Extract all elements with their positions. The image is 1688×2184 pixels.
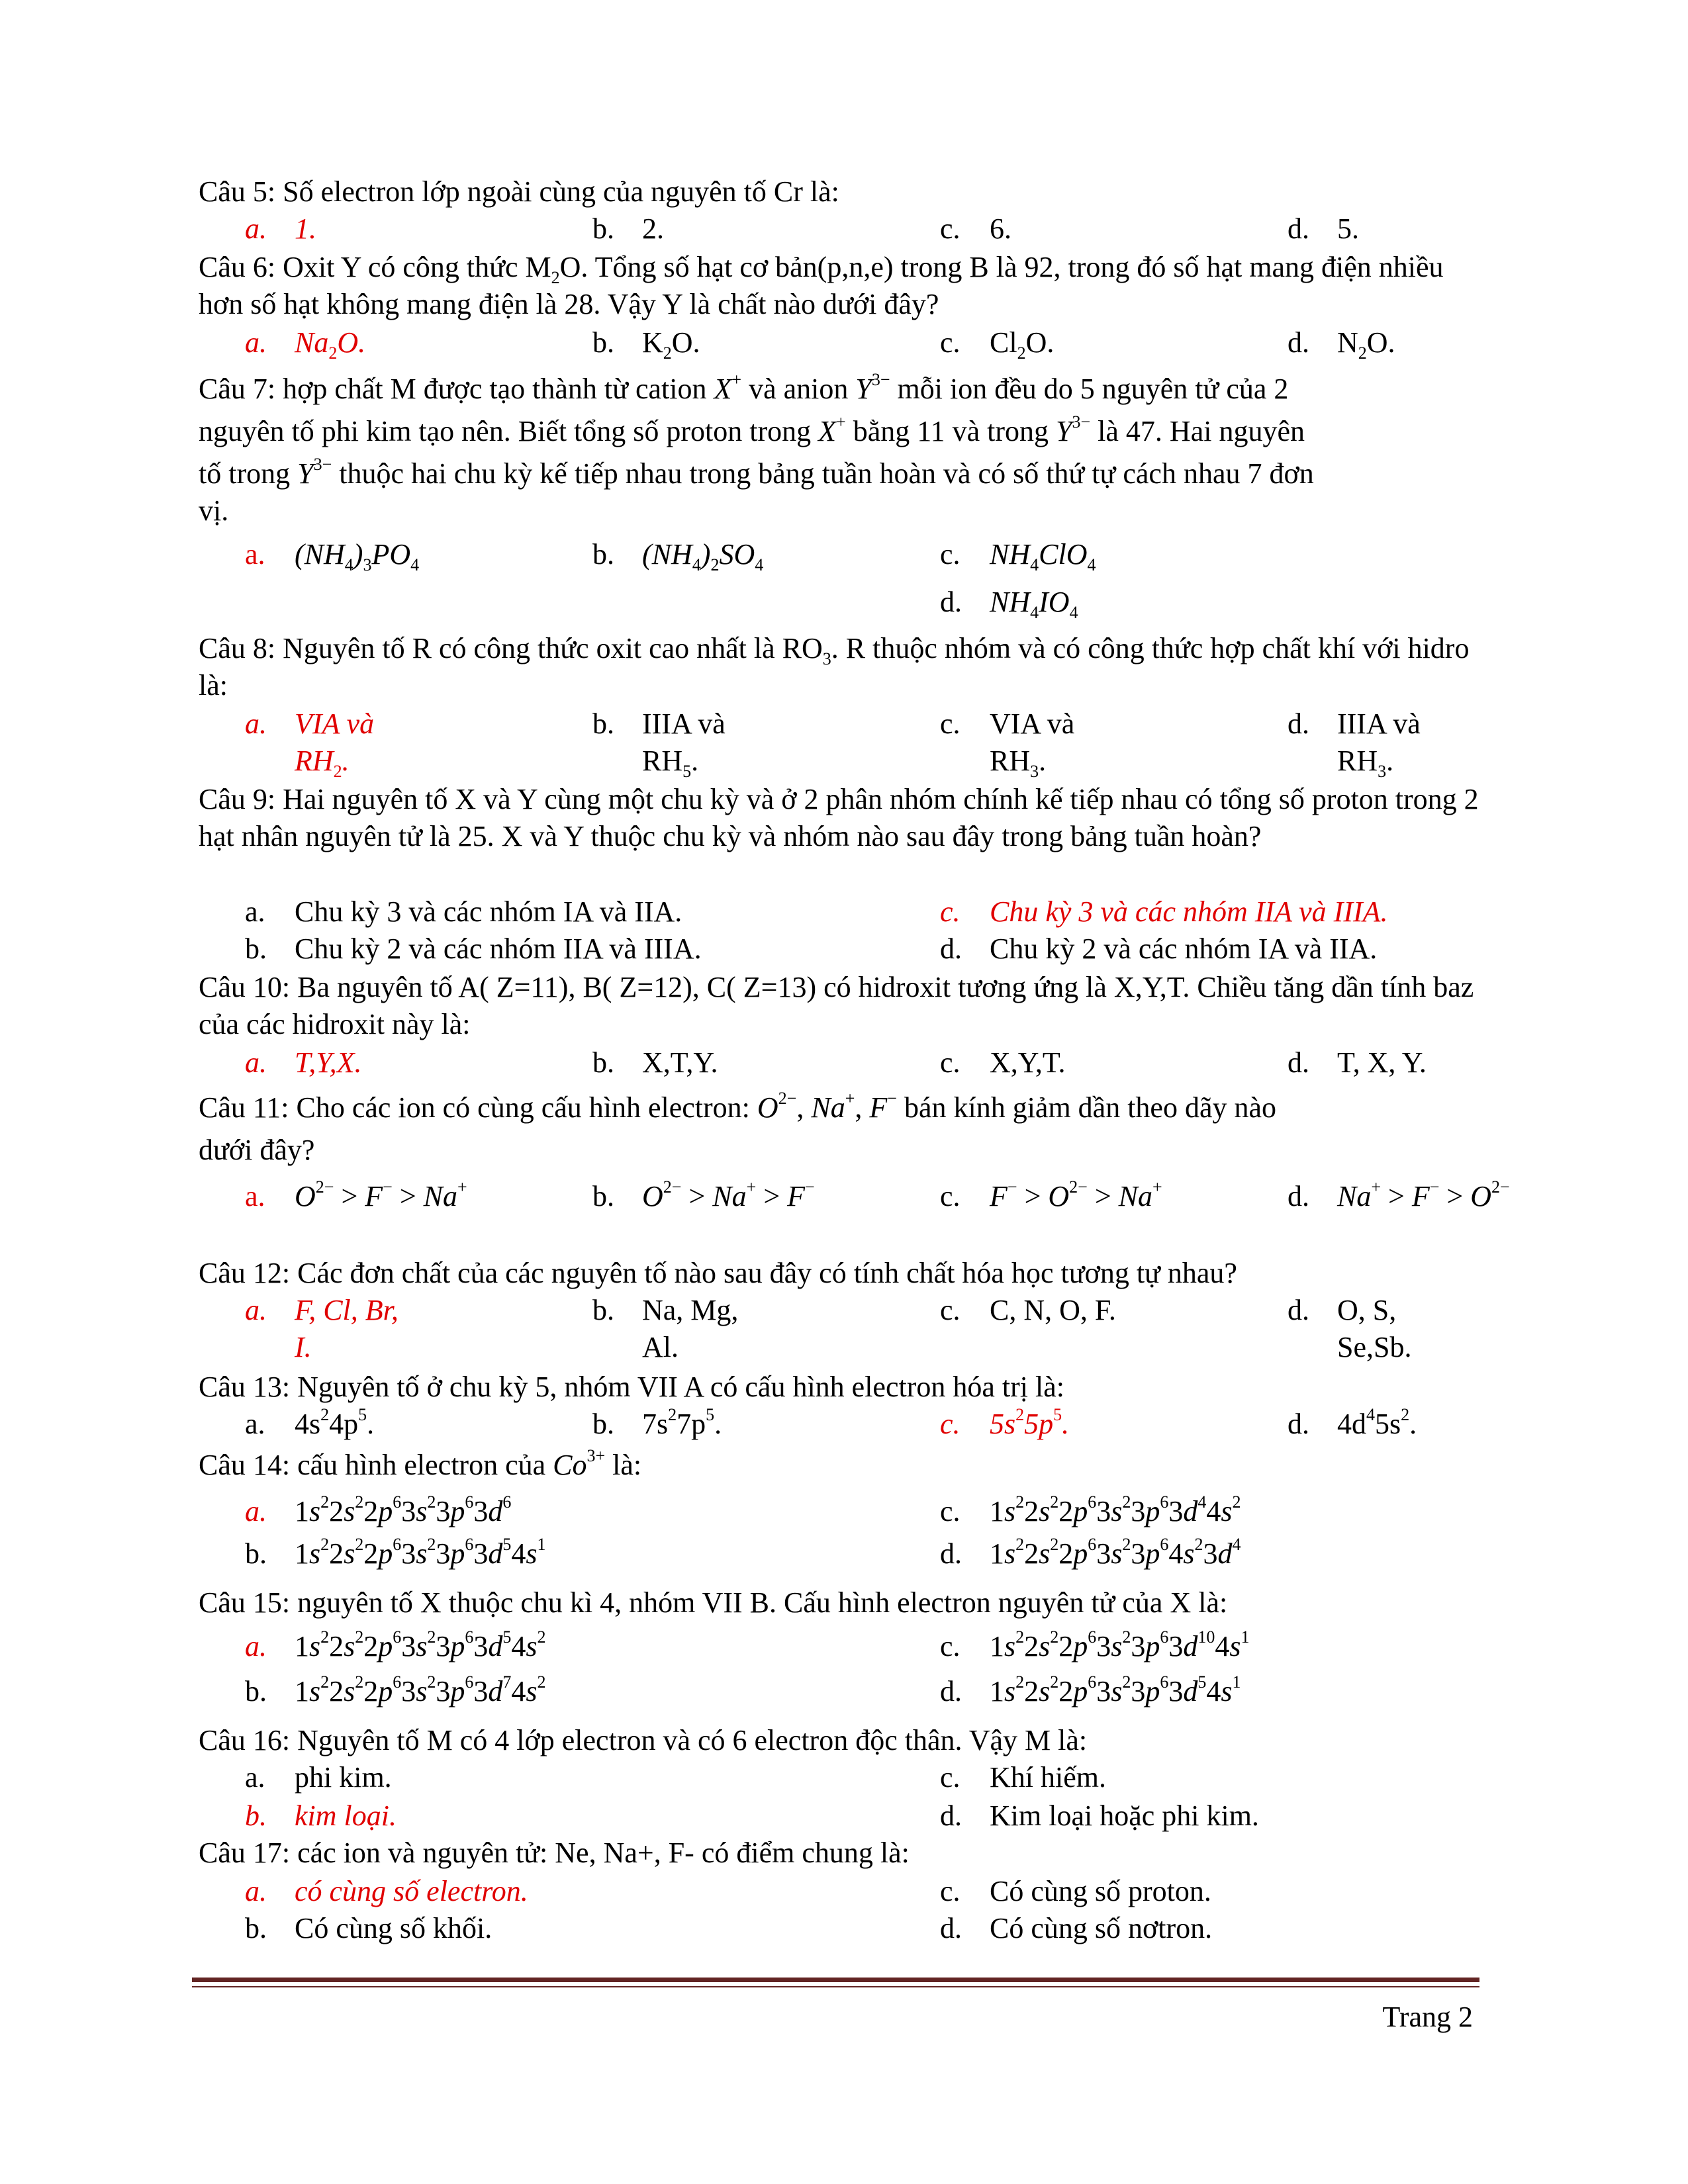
q5-option-a: a. 1. xyxy=(245,212,316,245)
q10-option-c: c. X,Y,T. xyxy=(940,1046,1066,1079)
q17-option-c: c. Có cùng số proton. xyxy=(940,1875,1211,1907)
q14-option-b: b. $1s^22s^22p^63s^23p^63d^54s^1$ xyxy=(245,1535,546,1570)
q16-option-c: c. Khí hiếm. xyxy=(940,1761,1106,1794)
q9-option-d: d. Chu kỳ 2 và các nhóm IA và IIA. xyxy=(940,933,1378,965)
q9-option-c: c. Chu kỳ 3 và các nhóm IIA và IIIA. xyxy=(940,895,1388,928)
q16-option-a: a. phi kim. xyxy=(245,1761,392,1794)
question-15: Câu 15: nguyên tố X thuộc chu kì 4, nhóm VII B. Cấu hình electron nguyên tử của X là: xyxy=(199,1586,1228,1619)
q7-option-d: d. $NH_4IO_4$ xyxy=(940,586,1078,622)
q17-option-a: a. có cùng số electron. xyxy=(245,1875,528,1907)
q12-option-b: b. Na, Mg, Al. xyxy=(592,1294,739,1363)
question-11-line-1: Câu 11: Cho các ion có cùng cấu hình electron: $O^{2-}$, Na+, F− bán kính giảm dần theo dãy nào xyxy=(199,1089,1277,1124)
q7-option-c: c. $NH_4ClO_4$ xyxy=(940,538,1096,574)
q12-option-a: a. F, Cl, Br, I. xyxy=(245,1294,399,1363)
q15-option-d: d. $1s^22s^22p^63s^23p^63d^54s^1$ xyxy=(940,1672,1241,1707)
question-9: Câu 9: Hai nguyên tố X và Y cùng một chu kỳ và ở 2 phân nhóm chính kế tiếp nhau có tổng số proton trong 2 hạt nhân nguyên tử là 25. X và Y thuộc chu kỳ và nhóm nào sau đây trong bảng tuần hoàn? xyxy=(199,783,1479,852)
q6-option-b: b. $K_2O$. xyxy=(592,326,700,363)
q12-option-c: c. C, N, O, F. xyxy=(940,1294,1116,1326)
q5-option-c: c. 6. xyxy=(940,212,1011,245)
q8-option-c: c. VIA và $RH_3$. xyxy=(940,707,1075,781)
q11-option-d: d. $Na^+ > F^- > O^{2-}$ xyxy=(1288,1177,1510,1212)
q11-option-b: b. $O^{2-} > Na^+ > F^-$ xyxy=(592,1177,815,1212)
q6-option-c: c. $Cl_2O$. xyxy=(940,326,1055,363)
q8-option-a: a. VIA và $RH_2$. xyxy=(245,707,375,781)
q14-option-d: d. $1s^22s^22p^63s^23p^64s^23d^4$ xyxy=(940,1535,1241,1570)
q16-option-d: d. Kim loại hoặc phi kim. xyxy=(940,1799,1259,1832)
q15-option-c: c. $1s^22s^22p^63s^23p^63d^{10}4s^1$ xyxy=(940,1627,1250,1662)
q16-option-b: b. kim loại. xyxy=(245,1799,397,1832)
question-6: Câu 6: Oxit Y có công thức $M_2O$. Tổng số hạt cơ bản(p,n,e) trong B là 92, trong đó số hạt mang điện nhiều hơn số hạt không mang điện là 28. Vậy Y là chất nào dưới đây? xyxy=(199,251,1444,320)
q6-option-d: d. $N_2O$. xyxy=(1288,326,1395,363)
question-7-line-4: vị. xyxy=(199,494,229,527)
q8-option-b: b. IIIA và $RH_5$. xyxy=(592,707,726,781)
q13-option-c: c. $5s^25p^5$. xyxy=(940,1405,1070,1440)
q13-option-b: b. $7s^27p^5$. xyxy=(592,1405,722,1440)
question-17: Câu 17: các ion và nguyên tử: Ne, Na+, F- có điểm chung là: xyxy=(199,1837,910,1869)
q17-option-b: b. Có cùng số khối. xyxy=(245,1912,492,1944)
footer-rule-thick xyxy=(192,1978,1479,1982)
q13-option-a: a. $4s^24p^5$. xyxy=(245,1405,375,1440)
q15-option-a: a. $1s^22s^22p^63s^23p^63d^54s^2$ xyxy=(245,1627,546,1662)
question-14: Câu 14: cấu hình electron của $Co^{3+}$ là: xyxy=(199,1446,642,1481)
page-number: Trang 2 xyxy=(1382,2001,1473,2033)
q17-option-d: d. Có cùng số nơtron. xyxy=(940,1912,1213,1944)
q10-option-d: d. T, X, Y. xyxy=(1288,1046,1427,1079)
question-16: Câu 16: Nguyên tố M có 4 lớp electron và có 6 electron độc thân. Vậy M là: xyxy=(199,1724,1088,1756)
question-5: Câu 5: Số electron lớp ngoài cùng của nguyên tố Cr là: xyxy=(199,175,839,208)
q12-option-d: d. O, S, Se,Sb. xyxy=(1288,1294,1412,1363)
q8-option-d: d. IIIA và $RH_3$. xyxy=(1288,707,1421,781)
q7-option-a: a. $(NH_4)_3PO_4$ xyxy=(245,538,420,574)
q7-option-b: b. $(NH_4)_2SO_4$ xyxy=(592,538,764,574)
q10-option-b: b. X,T,Y. xyxy=(592,1046,718,1079)
q9-option-a: a. Chu kỳ 3 và các nhóm IA và IIA. xyxy=(245,895,682,928)
q9-option-b: b. Chu kỳ 2 và các nhóm IIA và IIIA. xyxy=(245,933,702,965)
question-12: Câu 12: Các đơn chất của các nguyên tố nào sau đây có tính chất hóa học tương tự nhau? xyxy=(199,1257,1237,1289)
q5-option-b: b. 2. xyxy=(592,212,664,245)
question-7-line-1: Câu 7: hợp chất M được tạo thành từ cation X+ và anion $Y^{3-}$ mỗi ion đều do 5 nguyên tử của 2 xyxy=(199,370,1289,405)
question-8: Câu 8: Nguyên tố R có công thức oxit cao nhất là $RO_3$. R thuộc nhóm và có công thức hợp chất khí với hidro là: xyxy=(199,632,1470,702)
question-10: Câu 10: Ba nguyên tố A( Z=11), B( Z=12), C( Z=13) có hidroxit tương ứng là X,Y,T. Chiều tăng dần tính baz của các hidroxit này là: xyxy=(199,971,1474,1040)
q6-option-a: a. $Na_2O$. xyxy=(245,326,366,363)
question-7-line-2: nguyên tố phi kim tạo nên. Biết tổng số proton trong X+ bằng 11 và trong $Y^{3-}$ là 47. Hai nguyên xyxy=(199,412,1305,447)
q15-option-b: b. $1s^22s^22p^63s^23p^63d^74s^2$ xyxy=(245,1672,546,1707)
q5-option-d: d. 5. xyxy=(1288,212,1359,245)
question-13: Câu 13: Nguyên tố ở chu kỳ 5, nhóm VII A có cấu hình electron hóa trị là: xyxy=(199,1371,1064,1403)
question-7-line-3: tố trong $Y^{3-}$ thuộc hai chu kỳ kế tiếp nhau trong bảng tuần hoàn và có số thứ tự cách nhau 7 đơn xyxy=(199,455,1314,490)
q11-option-a: a. $O^{2-} > F^- > Na^+$ xyxy=(245,1177,467,1212)
q14-option-c: c. $1s^22s^22p^63s^23p^63d^44s^2$ xyxy=(940,1492,1241,1527)
q13-option-d: d. $4d^45s^2$. xyxy=(1288,1405,1417,1440)
question-11-line-2: dưới đây? xyxy=(199,1134,315,1166)
q10-option-a: a. T,Y,X. xyxy=(245,1046,362,1079)
q11-option-c: c. $F^- > O^{2-} > Na^+$ xyxy=(940,1177,1162,1212)
q14-option-a: a. $1s^22s^22p^63s^23p^63d^6$ xyxy=(245,1492,512,1527)
footer-rule-thin xyxy=(192,1986,1479,1987)
